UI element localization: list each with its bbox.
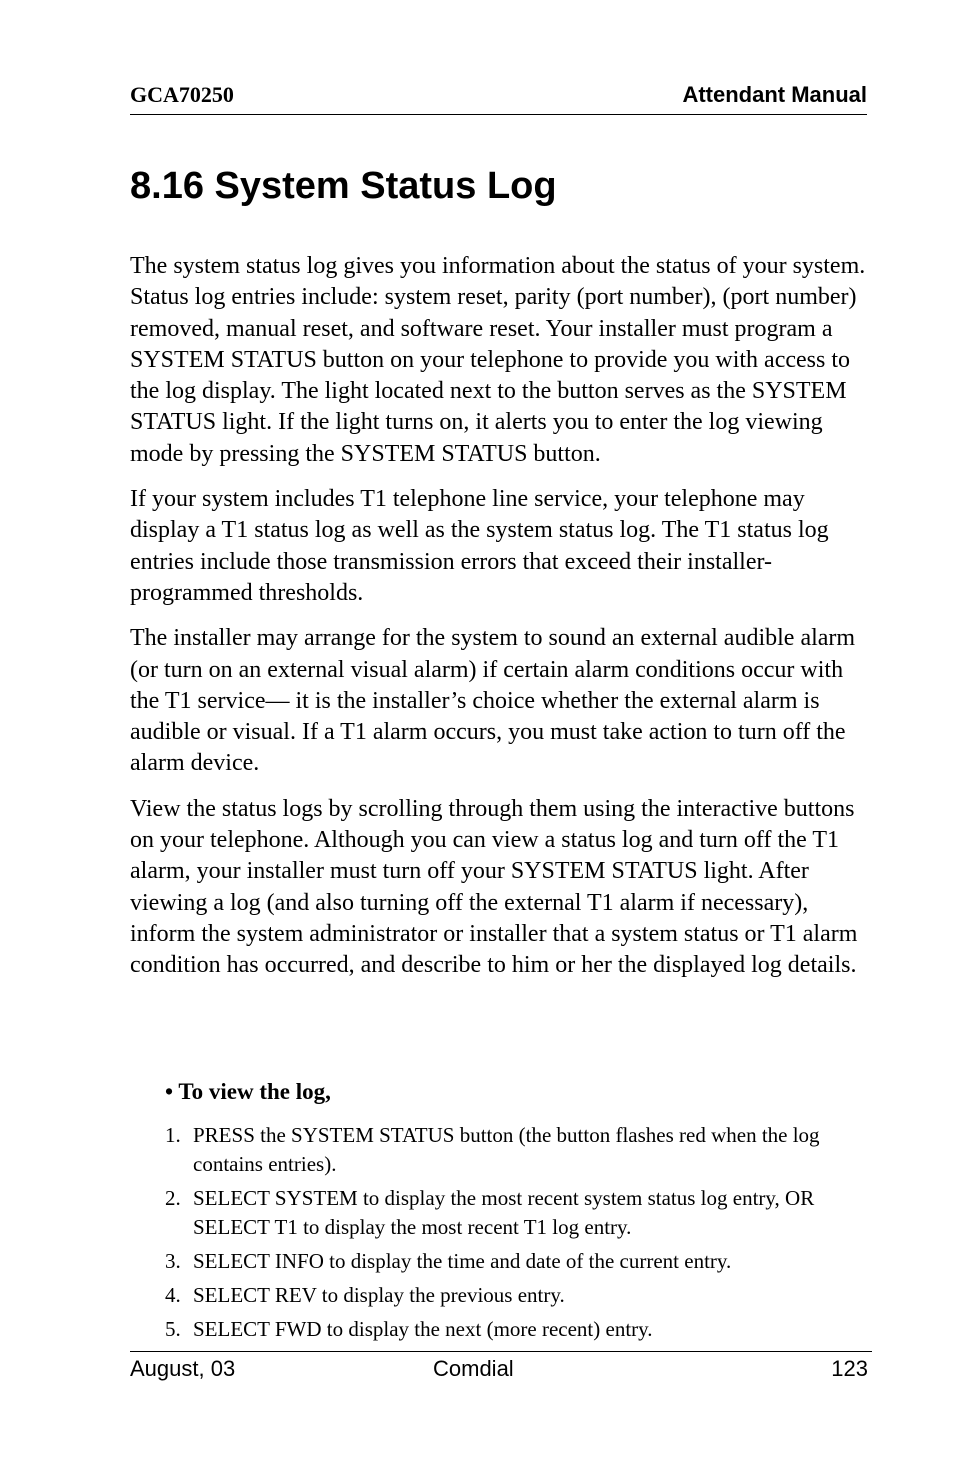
procedure-step — [165, 1281, 875, 1310]
procedure-step — [165, 1315, 875, 1344]
page-number: 123 — [831, 1356, 868, 1381]
footer-date: August, 03 — [130, 1356, 236, 1381]
paragraph: View the status logs by scrolling through them using the interactive buttons on your telephone. Although you can view a status log and turn off the T1 alarm, your installer must turn off your SYSTEM STATUS light. After viewing a log (and also turning off the external T1 alarm if necessary), inform the system administrator or installer that a system status or T1 alarm condition has occurred, and describe to him or her the displayed log details. — [130, 795, 858, 979]
paragraph: If your system includes T1 telephone line service, your telephone may display a T1 status log as well as the system status log. The T1 status log entries include those transmission errors that exceed their installer-programmed thresholds. — [130, 486, 829, 606]
document-id: GCA70250 — [130, 82, 234, 107]
page-footer — [130, 1351, 872, 1382]
page-header — [130, 80, 867, 115]
step-number: 1. — [165, 1123, 181, 1147]
step-number: 5. — [165, 1317, 181, 1341]
step-text: SELECT SYSTEM to display the most recent system status log entry, OR SELECT T1 to display the most recent T1 log entry. — [193, 1186, 815, 1239]
step-number: 3. — [165, 1249, 181, 1273]
step-text: PRESS the SYSTEM STATUS button (the button flashes red when the log contains entries). — [193, 1123, 820, 1176]
step-number: 4. — [165, 1283, 181, 1307]
body-text — [130, 251, 870, 996]
step-text: SELECT FWD to display the next (more recent) entry. — [193, 1317, 653, 1341]
step-text: SELECT INFO to display the time and date of the current entry. — [193, 1249, 732, 1273]
paragraph: The installer may arrange for the system to sound an external audible alarm (or turn on an external visual alarm) if certain alarm conditions occur with the T1 service— it is the installer’s choice whether the external alarm is audible or visual. If a T1 alarm occurs, you must take action to turn off the alarm device. — [130, 625, 856, 777]
manual-title: Attendant Manual — [682, 82, 867, 107]
paragraph: The system status log gives you information about the status of your system. Status log entries include: system reset, parity (port number), (port number) removed, manual reset, and software reset. Your installer must program a SYSTEM STATUS button on your telephone to provide you with access to the log display. The light located next to the button serves as the SYSTEM STATUS light. If the light turns on, it alerts you to enter the log viewing mode by pressing the SYSTEM STATUS button. — [130, 253, 866, 467]
section-title: 8.16 System Status Log — [130, 165, 557, 207]
procedure-step — [165, 1121, 875, 1179]
procedure-steps — [165, 1121, 875, 1349]
footer-company: Comdial — [433, 1356, 514, 1381]
step-text: SELECT REV to display the previous entry. — [193, 1283, 565, 1307]
procedure-step — [165, 1184, 875, 1242]
procedure-step — [165, 1247, 875, 1276]
step-number: 2. — [165, 1186, 181, 1210]
procedure-heading: • To view the log, — [165, 1079, 331, 1104]
